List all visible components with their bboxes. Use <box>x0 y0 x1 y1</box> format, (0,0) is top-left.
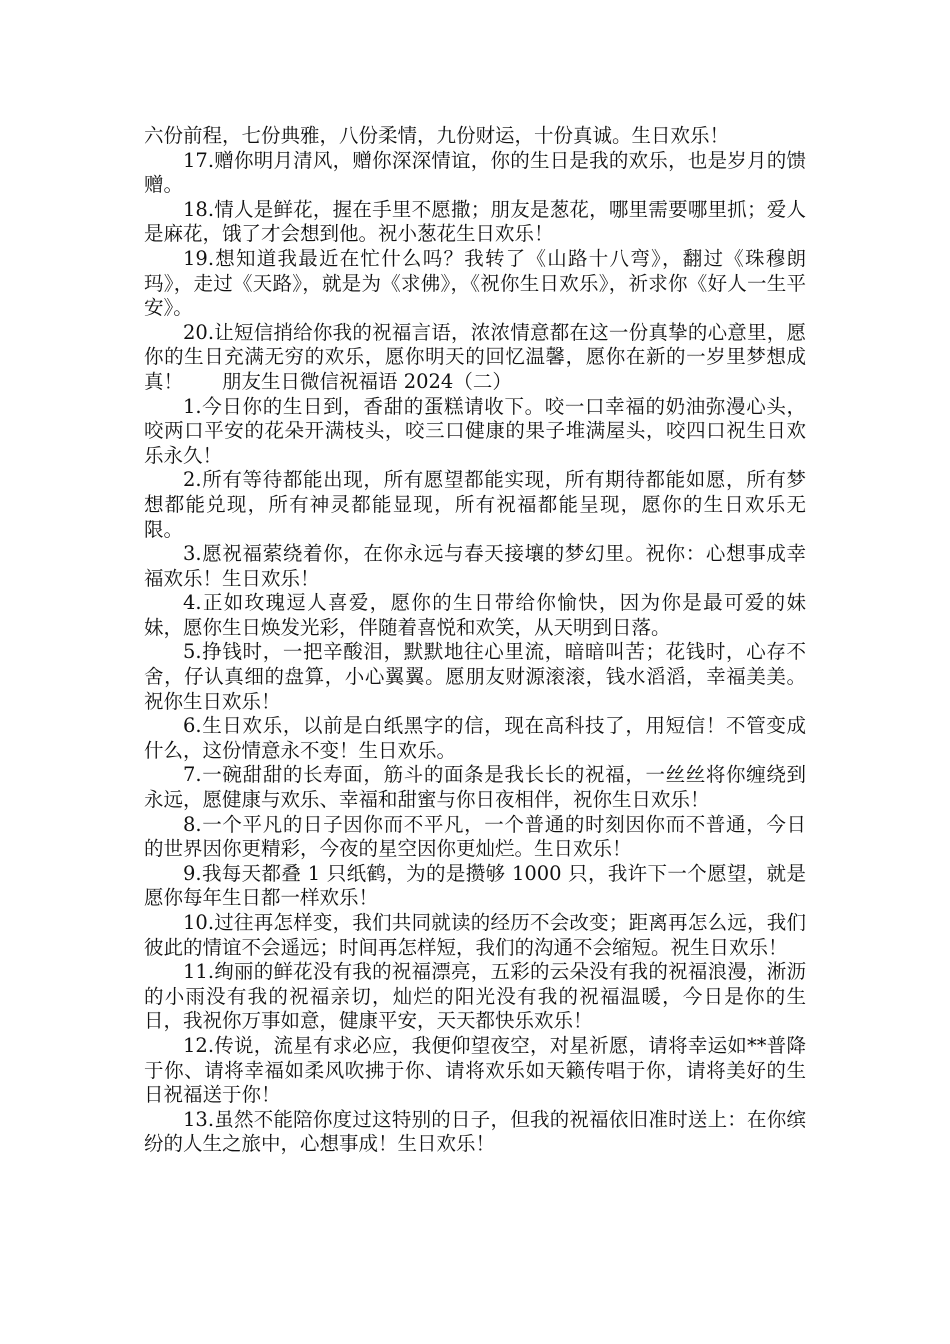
paragraph-item-18 <box>144 198 806 247</box>
paragraph-text: 六份前程，七份典雅，八份柔情，九份财运，十份真诚。生日欢乐！ <box>144 124 730 147</box>
document-body <box>144 124 806 1157</box>
paragraph-item-4 <box>144 591 806 640</box>
paragraph-text: 3.愿祝福萦绕着你，在你永远与春天接壤的梦幻里。祝你：心想事成幸福欢乐！生日欢乐！ <box>144 542 806 590</box>
paragraph-text: 7.一碗甜甜的长寿面，筋斗的面条是我长长的祝福，一丝丝将你缠绕到永远，愿健康与欢乐、幸福和甜蜜与你日夜相伴，祝你生日欢乐！ <box>144 763 806 812</box>
paragraph-item-3 <box>144 542 806 591</box>
paragraph-text: 5.挣钱时，一把辛酸泪，默默地往心里流，暗暗叫苦；花钱时，心存不舍，仔认真细的盘算，小心翼翼。愿朋友财源滚滚，钱水滔滔，幸福美美。祝你生日欢乐！ <box>144 640 806 713</box>
paragraph-text: 19.想知道我最近在忙什么吗？我转了《山路十八弯》，翻过《珠穆朗玛》，走过《天路》，就是为《求佛》，《祝你生日欢乐》，祈求你《好人一生平安》。 <box>144 246 806 320</box>
paragraph-text: 6.生日欢乐，以前是白纸黑字的信，现在高科技了，用短信！不管变成什么，这份情意永不变！生日欢乐。 <box>144 714 806 762</box>
paragraph-text: 12.传说，流星有求必应，我便仰望夜空，对星祈愿，请将幸运如**普降于你、请将幸福如柔风吹拂于你、请将欢乐如天籁传唱于你，请将美好的生日祝福送于你！ <box>144 1033 806 1107</box>
paragraph-item-9 <box>144 862 806 911</box>
paragraph-text: 4.正如玫瑰逗人喜爱，愿你的生日带给你愉快，因为你是最可爱的妹妹，愿你生日焕发光彩，伴随着喜悦和欢笑，从天明到日落。 <box>144 591 806 639</box>
paragraph-item-5 <box>144 640 806 714</box>
paragraph-item-2 <box>144 468 806 542</box>
paragraph-item-1 <box>144 395 806 469</box>
paragraph-text: 18.情人是鲜花，握在手里不愿撒；朋友是葱花，哪里需要哪里抓；爱人是麻花，饿了才会想到他。祝小葱花生日欢乐！ <box>144 197 806 246</box>
paragraph-item-13 <box>144 1108 806 1157</box>
paragraph-text: 17.赠你明月清风，赠你深深情谊，你的生日是我的欢乐，也是岁月的馈赠。 <box>144 148 806 197</box>
paragraph-text: 8.一个平凡的日子因你而不平凡，一个普通的时刻因你而不普通，今日的世界因你更精彩，今夜的星空因你更灿烂。生日欢乐！ <box>144 812 806 861</box>
paragraph-item-7 <box>144 763 806 812</box>
paragraph-item-6 <box>144 714 806 763</box>
paragraph-text: 1.今日你的生日到，香甜的蛋糕请收下。咬一口幸福的奶油弥漫心头，咬两口平安的花朵开满枝头，咬三口健康的果子堆满屋头，咬四口祝生日欢乐永久！ <box>144 394 806 467</box>
paragraph-item-20 <box>144 321 806 395</box>
paragraph-text: 9.我每天都叠 1 只纸鹤，为的是攒够 1000 只，我许下一个愿望，就是愿你每年生日都一样欢乐！ <box>144 861 806 910</box>
paragraph-item-17 <box>144 149 806 198</box>
paragraph-text: 13.虽然不能陪你度过这特别的日子，但我的祝福依旧准时送上：在你缤纷的人生之旅中，心想事成！生日欢乐！ <box>144 1107 806 1156</box>
paragraph-item-10 <box>144 911 806 960</box>
paragraph-item-8 <box>144 813 806 862</box>
paragraph-item-19 <box>144 247 806 321</box>
paragraph-text: 2.所有等待都能出现，所有愿望都能实现，所有期待都能如愿，所有梦想都能兑现，所有神灵都能显现，所有祝福都能呈现，愿你的生日欢乐无限。 <box>144 468 806 541</box>
paragraph-continued <box>144 124 806 149</box>
paragraph-item-11 <box>144 960 806 1034</box>
paragraph-text: 10.过往再怎样变，我们共同就读的经历不会改变；距离再怎么远，我们彼此的情谊不会遥远；时间再怎样短，我们的沟通不会缩短。祝生日欢乐！ <box>144 911 806 959</box>
paragraph-text: 20.让短信捎给你我的祝福言语，浓浓情意都在这一份真挚的心意里，愿你的生日充满无穷的欢乐，愿你明天的回忆温馨，愿你在新的一岁里梦想成真！ 朋友生日微信祝福语 2024（二） <box>144 320 806 393</box>
paragraph-item-12 <box>144 1034 806 1108</box>
paragraph-text: 11.绚丽的鲜花没有我的祝福漂亮，五彩的云朵没有我的祝福浪漫，淅沥的小雨没有我的祝福亲切，灿烂的阳光没有我的祝福温暖，今日是你的生日，我祝你万事如意，健康平安，天天都快乐欢乐！ <box>144 960 806 1033</box>
